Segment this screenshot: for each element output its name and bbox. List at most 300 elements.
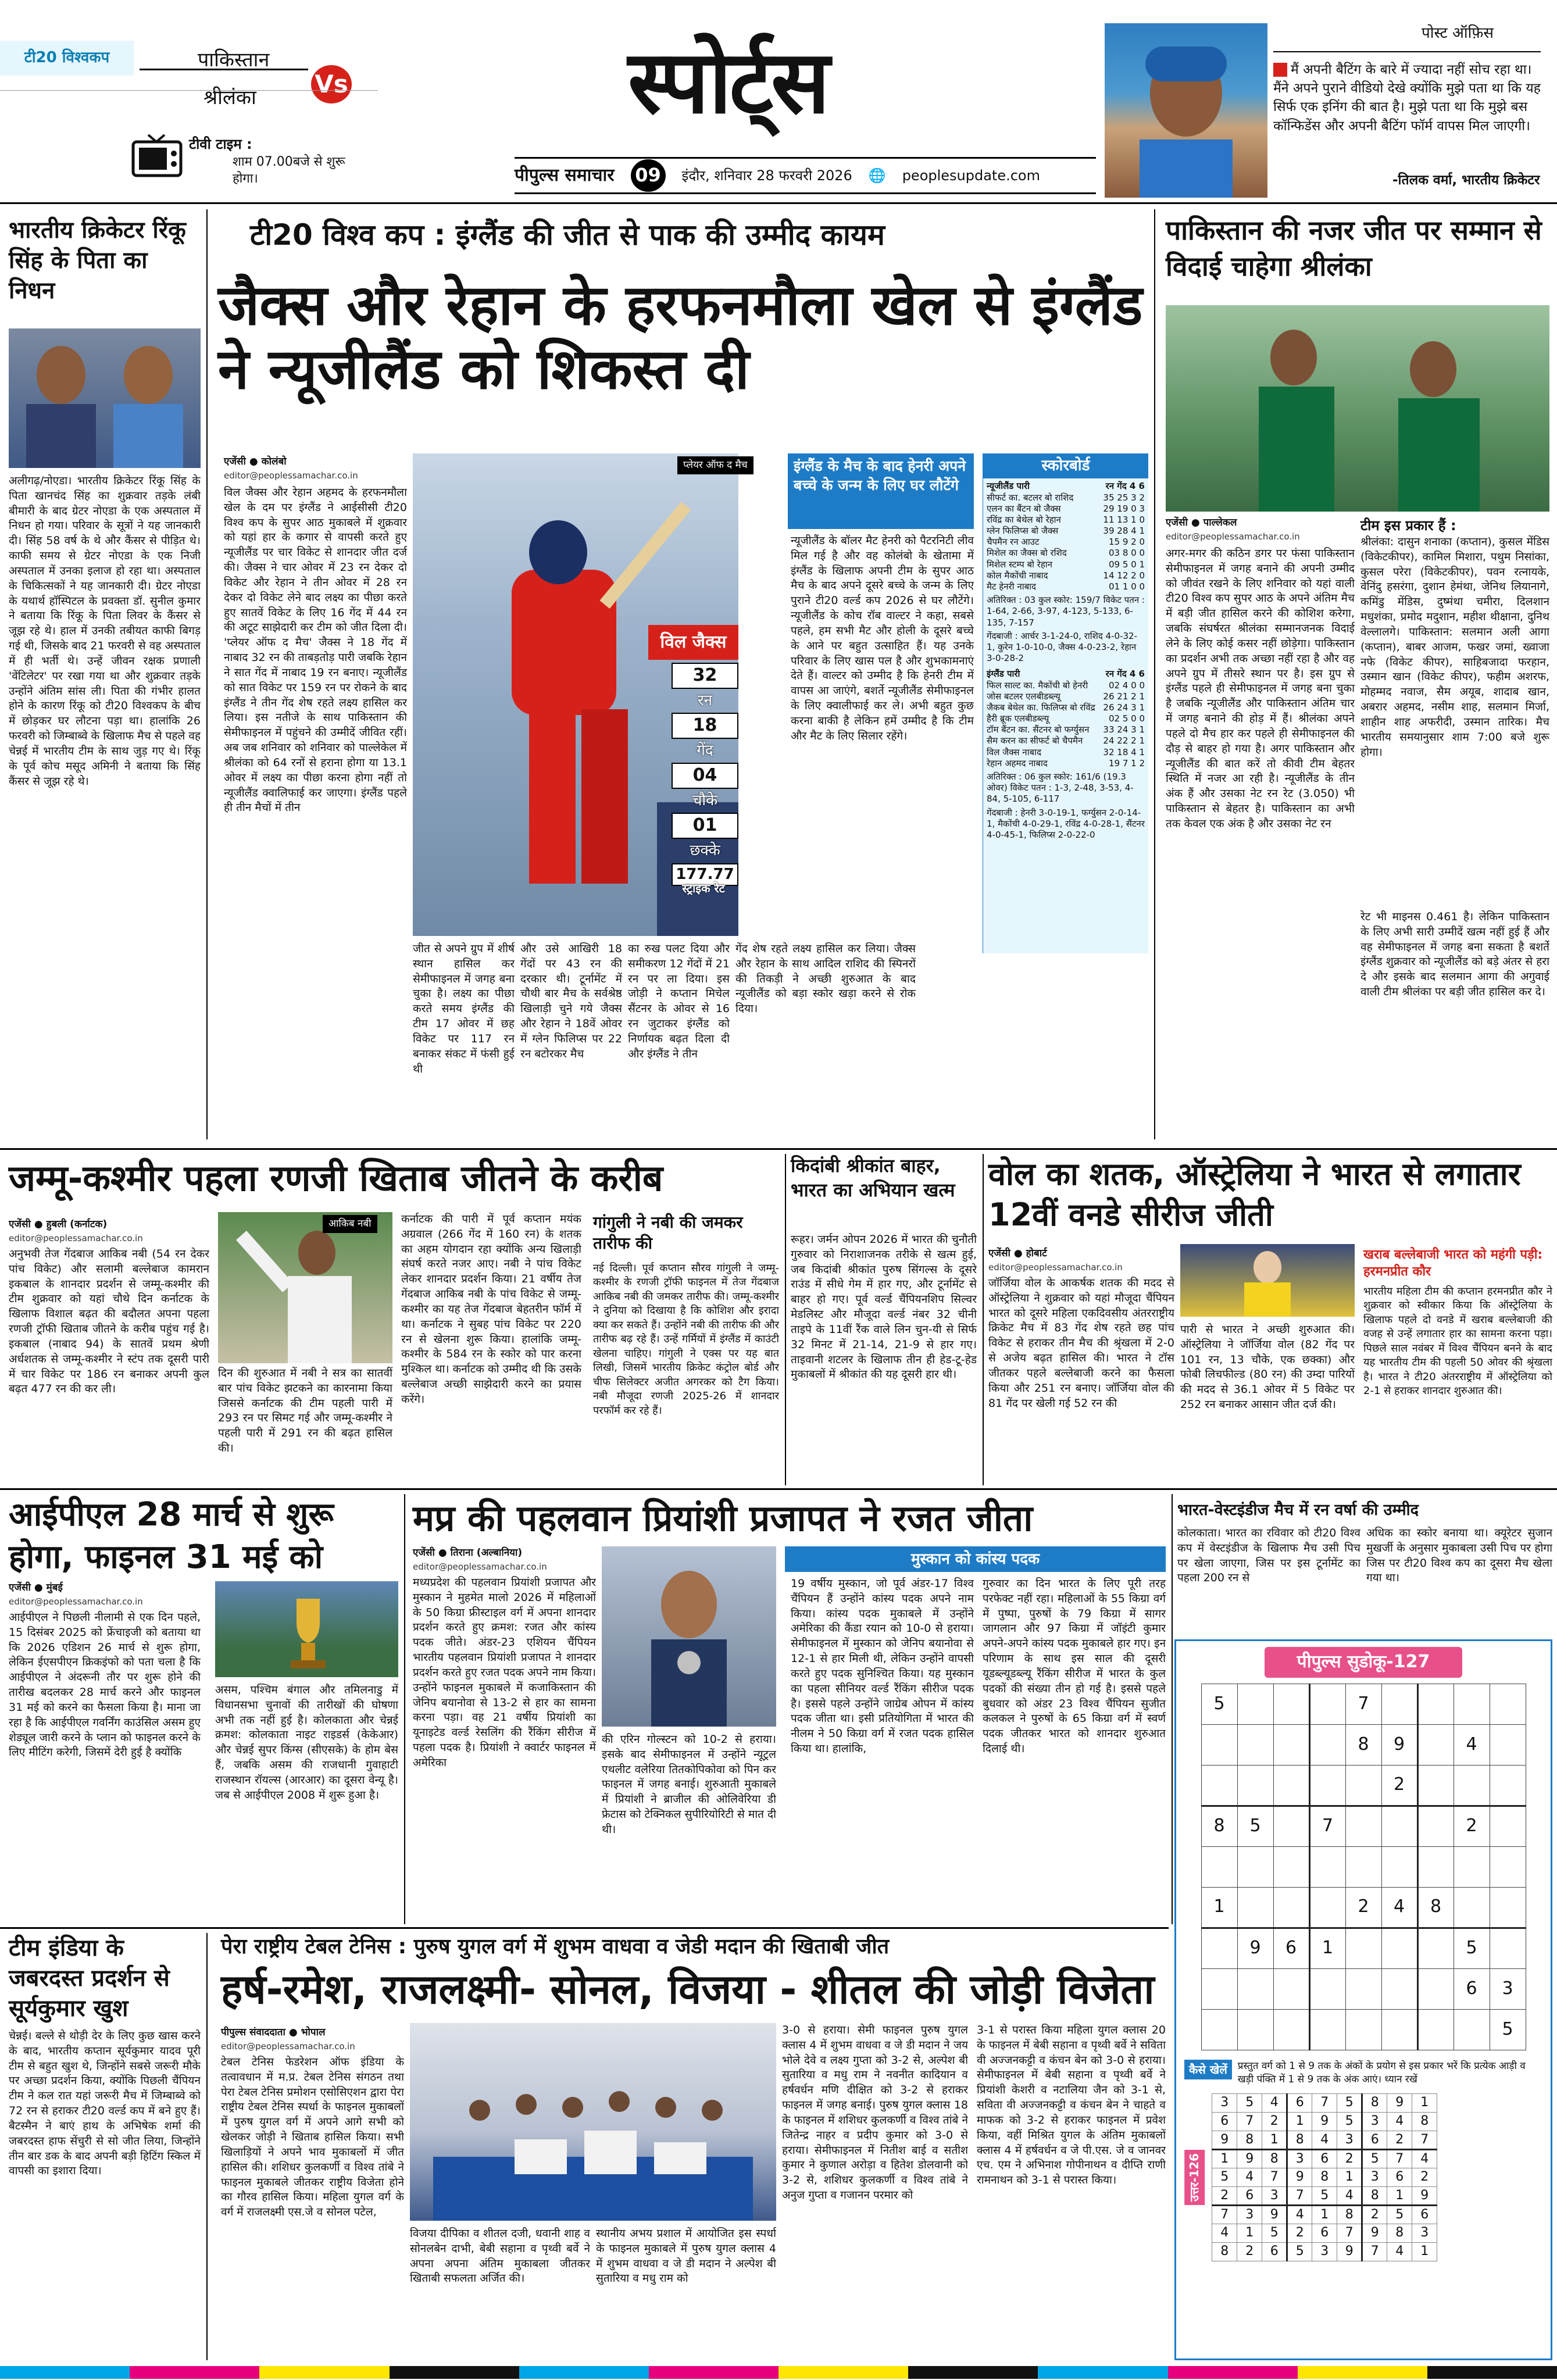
sudoku-cell[interactable]: 4 [1454, 1724, 1490, 1765]
tt-col5: 3-1 से परास्त किया महिला युगल क्लास 20 के फाइनल में बेबी सहाना व पृथ्वी बर्वे ने सविता वी अज्जनकट्टी व कंचन बेन को 3-0 से हराया। सेमीफाइनल में बेबी सहाना व पृथ्वी बर्वे ने प्रियांशी केशरी व नटालिया जैन को 3-1 से, सविता वी अज्जनकट्टी व कंचन बेन ने चाहते व माफक को 3-2 से हराकर फाइनल में प्रवेश किया, वहीं मिश्रित युगल के अंतिम मुकाबलों क्लास 4 में हर्षवर्धन व जे पी.एस. जे व जानवर एच. एम ने अभिनाश गोपीनाथन व दीप्ति राणी रामनाथन को 3-1 से परास्त किया। [977, 2024, 1166, 2187]
sudoku-cell[interactable]: 2 [1345, 1887, 1381, 1928]
sudoku-cell[interactable] [1454, 1684, 1490, 1724]
sudoku-cell[interactable] [1417, 1928, 1454, 1968]
batter-stats: 11 13 1 0 [1103, 514, 1145, 525]
sudoku-cell[interactable]: 5 [1237, 1806, 1273, 1846]
answer-cell: 2 [1337, 2149, 1362, 2168]
batter-stats: 26 24 3 1 [1103, 702, 1145, 713]
sudoku-cell[interactable] [1381, 1968, 1417, 2009]
answer-cell: 2 [1362, 2205, 1387, 2224]
answer-cell: 2 [1237, 2242, 1262, 2261]
ipl-headline: आईपीएल 28 मार्च से शुरू होगा, फाइनल 31 मई को [9, 1496, 334, 1576]
indwi-col2: अधिक का स्कोर बनाया था। क्यूरेटर सुजान मुखर्जी के अनुसार मुकाबला उसी पिच पर होगा जिस पर टी20 विश्व कप का दूसरा मैच खेला गया था। [1366, 1527, 1552, 1585]
answer-cell: 1 [1237, 2224, 1262, 2242]
priyanshi-photo [602, 1546, 776, 1727]
nz-bowling: गेंदबाजी : आर्चर 3-1-24-0, राशिद 4-0-32-1, कुरेन 1-0-10-0, जैक्स 4-0-23-2, रेहान 3-0-28-2 [987, 630, 1137, 664]
answer-cell: 1 [1337, 2168, 1362, 2186]
batter-stats: 15 9 2 0 [1108, 537, 1145, 548]
answer-cell: 3 [1237, 2205, 1262, 2224]
answer-cell: 8 [1287, 2131, 1312, 2149]
stat-label: स्ट्राइक रेट [682, 881, 725, 895]
sudoku-cell[interactable] [1273, 1806, 1309, 1846]
divider [0, 1148, 1557, 1150]
harman-headline: खराब बल्लेबाजी भारत को महंगी पड़ी: हरमनप्रीत कौर [1363, 1248, 1543, 1279]
slpak-body1: अगर-मगर की कठिन डगर पर फंसा पाकिस्तान सेमीफाइनल में जगह बनाने की अपनी उम्मीद को जीवंत रखने के लिए शनिवार को यहां वाली टी20 विश्व कप सुपर आठ के अपने अंतिम मैच में बड़ी जीत हासिल करने की कोशिश करेगा, जबकि संघर्षरत श्रीलंका सम्मानजनक विदाई लेने के लिए कोई कसर नहीं छोड़ेगा। पाकिस्तान का प्रदर्शन अभी तक अच्छा नहीं रहा है और वह अपने ग्रुप में तीसरे स्थान पर है। इस ग्रुप से इंग्लैंड पहले ही सेमीफाइनल में जगह बना चुका है जबकि न्यूजीलैंड और पाकिस्तान अंतिम चार में जगह बनाने की होड़ में हैं। श्रीलंका अपने पहले दो मैच हार कर पहले ही सेमीफाइनल की दौड़ से बाहर हो गया है। अगर पाकिस्तान और न्यूजीलैंड की बात करें तो कीवी टीम बेहतर स्थिति में नजर आ रही है। न्यूजीलैंड के तीन अंक हैं और उसका नेट रन रेट (3.050) भी पाकिस्तान से बेहतर है। पाकिस्तान का अभी तक केवल एक अंक है और उसका नेट रन [1166, 547, 1355, 830]
sudoku-cell[interactable] [1273, 1968, 1309, 2009]
main-kicker: टी20 विश्व कप : इंग्लैंड की जीत से पाक की उम्मीद कायम [250, 218, 885, 252]
answer-cell: 1 [1262, 2131, 1287, 2149]
ipl-trophy-photo [215, 1581, 398, 1677]
divider [785, 1154, 786, 1485]
team2-label: श्रीलंका [203, 86, 256, 109]
sudoku-cell[interactable]: 7 [1309, 1806, 1345, 1846]
answer-cell: 3 [1287, 2149, 1312, 2168]
sudoku-cell[interactable] [1454, 1887, 1490, 1928]
sudoku-cell[interactable] [1201, 1968, 1237, 2009]
sudoku-instructions: प्रस्तुत वर्ग को 1 से 9 तक के अंकों के प्रयोग से इस प्रकार भरें कि प्रत्येक आड़ी व खड़ी पंक्ति में 1 से 9 तक के अंक आएं। ध्यान रखें [1237, 2060, 1526, 2085]
sudoku-cell[interactable] [1345, 1765, 1381, 1806]
answer-cell: 4 [1387, 2242, 1412, 2261]
answer-cell: 7 [1387, 2149, 1412, 2168]
answer-cell: 9 [1362, 2224, 1387, 2242]
answer-cell: 4 [1237, 2168, 1262, 2186]
answer-cell: 7 [1337, 2224, 1362, 2242]
batter-name: सैम करन का सीफर्ट बो चैपमैन [987, 735, 1083, 746]
priyanshi-headline: मप्र की पहलवान प्रियांशी प्रजापत ने रजत जीता [413, 1497, 1033, 1539]
sudoku-cell[interactable] [1490, 1724, 1526, 1765]
answer-cell: 2 [1412, 2168, 1437, 2186]
batter-name: एलन का बैंटन बो जैक्स [987, 503, 1061, 514]
answer-cell: 8 [1362, 2186, 1387, 2205]
tilak-varma-photo [1105, 23, 1267, 198]
sudoku-cell[interactable] [1309, 1684, 1345, 1724]
batter-name: मिशेल का जैक्स बो रशिद [987, 548, 1067, 559]
t20-tag: टी20 विश्वकप [0, 41, 134, 76]
sudoku-cell[interactable]: 6 [1454, 1968, 1490, 2009]
sudoku-cell[interactable] [1201, 2009, 1237, 2050]
sudoku-cell[interactable] [1237, 1684, 1273, 1724]
sudoku-cell[interactable] [1381, 1806, 1417, 1846]
srikanth-headline: किदांबी श्रीकांत बाहर, भारत का अभियान खत्म [791, 1155, 955, 1201]
answer-cell: 4 [1387, 2112, 1412, 2131]
sudoku-cell[interactable] [1237, 2009, 1273, 2050]
website: peoplesupdate.com [902, 167, 1040, 184]
paper-name: पीपुल्स समाचार [515, 165, 615, 185]
batter-stats: 29 19 0 3 [1103, 503, 1145, 514]
answer-cell: 7 [1412, 2131, 1437, 2149]
page-number: 09 [631, 159, 666, 192]
answer-cell: 9 [1237, 2149, 1262, 2168]
answer-cell: 1 [1412, 2242, 1437, 2261]
sudoku-cell[interactable]: 8 [1417, 1887, 1454, 1928]
tt-col1: टेबल टेनिस फेडरेशन ऑफ इंडिया के तत्वावधान में म.प्र. टेबल टेनिस संगठन तथा पेरा टेबल टेनिस प्रमोशन एसोसिएशन द्वारा पेरा राष्ट्रीय टेबल टेनिस स्पर्धा के फाइनल मुकाबलों में पुरुष युगल वर्ग में अपने आगे सभी को खेलकर जोड़ी ने खिताब हासिल किया। सभी खिलाड़ियों ने अपने भाव मुकाबलों में जीत हासिल की। शशिधर कुलकर्णी व विश्व तांबे ने फाइनल मुकाबले जीतकर राष्ट्रीय विजेता होने का गौरव हासिल किया। महिला युगल वर्ग के वर्ग में राजलक्ष्मी एस.जे व सोनल पटेल, [221, 2056, 404, 2219]
tt-col2: विजया दीपिका व शीतल दजी, धवानी शाह व सोनलबेन दाभी, बेबी सहाना व पृथ्वी बर्वे ने अपना अपना अंतिम मुकाबला जीतकर खिताबी सफलता अर्जित की। [410, 2227, 590, 2285]
answer-cell: 7 [1237, 2112, 1262, 2131]
sudoku-cell[interactable]: 9 [1237, 1928, 1273, 1968]
answer-cell: 7 [1312, 2093, 1337, 2112]
main-email: editor@peoplessamachar.co.in [224, 470, 358, 481]
batter-stats: 01 1 0 0 [1108, 581, 1145, 592]
main-col5: गेंद शेष रहते लक्ष्य हासिल कर लिया। जैक्स और रेहान के साथ आदिल राशिद की स्पिनरों की तिकड़ी ने अच्छी शुरुआत के बाद न्यूजीलैंड को बड़ा स्कोर खड़ा करने से रोक दिया। [735, 942, 916, 1016]
sudoku-cell[interactable] [1237, 1968, 1273, 2009]
priyanshi-byline: एजेंसी ● तिराना (अल्बानिया) [413, 1547, 523, 1559]
how-to-play-label: कैसे खेलें [1184, 2060, 1232, 2079]
divider [1172, 1494, 1173, 1924]
rinku-headline: भारतीय क्रिकेटर रिंकू सिंह के पिता का निधन [9, 217, 186, 304]
team1-label: पाकिस्तान [198, 48, 270, 72]
sudoku-cell[interactable] [1381, 1928, 1417, 1968]
sudoku-cell[interactable]: 3 [1490, 1968, 1526, 2009]
stat-value: 32 [672, 663, 738, 689]
globe-icon: 🌐 [868, 167, 886, 184]
answer-cell: 9 [1412, 2186, 1437, 2205]
sudoku-cell[interactable] [1309, 1887, 1345, 1928]
answer-cell: 7 [1287, 2186, 1312, 2205]
sudoku-cell[interactable] [1417, 2009, 1454, 2050]
answer-cell: 3 [1212, 2093, 1237, 2112]
sudoku-cell[interactable] [1201, 1724, 1237, 1765]
sudoku-cell[interactable]: 2 [1454, 1806, 1490, 1846]
sudoku-cell[interactable] [1309, 1724, 1345, 1765]
answer-cell: 4 [1262, 2093, 1287, 2112]
batter-name: मैट हेनरी नाबाद [987, 581, 1037, 592]
sudoku-cell[interactable]: 2 [1381, 1765, 1417, 1806]
sudoku-cell[interactable] [1381, 1684, 1417, 1724]
stat-label: चौके [692, 792, 718, 810]
batter-name: कोल मैकोंची नाबाद [987, 570, 1048, 581]
answer-cell: 7 [1262, 2168, 1287, 2186]
masthead-bar [515, 157, 1096, 194]
sudoku-cell[interactable] [1309, 1968, 1345, 2009]
batter-name: जैकब बेथेल का. फिलिप्स बो रविंद्र [987, 702, 1095, 713]
sudoku-cell[interactable] [1454, 2009, 1490, 2050]
answer-cell: 2 [1262, 2112, 1287, 2131]
score-cols: रन गेंद 4 6 [1105, 481, 1145, 492]
sudoku-cell[interactable] [1273, 1684, 1309, 1724]
sudoku-grid[interactable] [1201, 1684, 1526, 2050]
sudoku-cell[interactable]: 9 [1381, 1724, 1417, 1765]
eng-bowling: गेंदबाजी : हेनरी 3-0-19-1, फर्ग्युसन 2-0-14-1, मैकोंची 4-0-29-1, रविंद्र 4-0-28-1, सैंटनर 4-0-45-1, फिलिप्स 2-0-22-0 [987, 807, 1145, 840]
aqib-caption: आकिब नबी [323, 1215, 377, 1233]
sudoku-cell[interactable] [1417, 1968, 1454, 2009]
main-headline: जैक्स और रेहान के हरफनमौला खेल से इंग्लैंड ने न्यूजीलैंड को शिकस्त दी [218, 273, 1143, 402]
sudoku-cell[interactable] [1309, 1846, 1345, 1887]
sudoku-cell[interactable] [1490, 1887, 1526, 1928]
muskan-col2: गुरुवार का दिन भारत के लिए पूरी तरह परफेक्ट नहीं रहा। महिलाओं के 55 किग्रा वर्ग में पुष्पा, पुरुषों के 79 किग्रा में सागर जागलान और 97 किग्रा में जॉइंटी कुमार अपने-अपने कांस्य पदक मुकाबले हार गए। इन परिणाम के साथ इस साल की दूसरी यूडब्ल्यूडब्ल्यू रैंकिंग सीरीज में भारत के कुल पदकों की संख्या तीन हो गई है। इससे पहले बुधवार को अंडर 23 विश्व चैंपियन सुजीत कलकल ने पुरुषों के 65 किग्रा वर्ग में स्वर्ण पदक जीतकर भारत को शानदार शुरुआत दिलाई थी। [983, 1577, 1166, 1756]
vs-badge: Vs [311, 65, 352, 103]
sudoku-cell[interactable] [1273, 1724, 1309, 1765]
sudoku-cell[interactable] [1417, 1684, 1454, 1724]
sudoku-cell[interactable]: 5 [1490, 2009, 1526, 2050]
batter-stats: 19 7 1 2 [1108, 757, 1145, 769]
batter-stats: 02 5 0 0 [1108, 713, 1145, 724]
sudoku-cell[interactable]: 5 [1454, 1928, 1490, 1968]
sudoku-cell[interactable]: 5 [1201, 1684, 1237, 1724]
answer-cell: 8 [1212, 2242, 1237, 2261]
slpak-byline: एजेंसी ● पाल्लेकल [1166, 517, 1237, 528]
sudoku-cell[interactable]: 1 [1201, 1887, 1237, 1928]
sudoku-cell[interactable]: 7 [1345, 1684, 1381, 1724]
jk-col1: अनुभवी तेज गेंदबाज आकिब नबी (54 रन देकर पांच विकेट) और सलामी बल्लेबाज कामरान इकबाल के शानदार प्रदर्शन से जम्मू-कश्मीर की टीम शुक्रवार को यहां चौथे दिन कर्नाटक के खिलाफ विशाल बढ़त की बदौलत अपना पहला रणजी ट्रॉफी खिताब जीतने के करीब पहुंच गई है। इकबाल (नाबाद 94) के सातवें प्रथम श्रेणी अर्धशतक से जम्मू-कश्मीर ने स्टंप तक दूसरी पारी में चार विकेट पर 186 रन बनाकर अपनी कुल बढ़त 477 रन की कर ली। [9, 1248, 209, 1396]
sudoku-cell[interactable] [1237, 1887, 1273, 1928]
divider [1273, 51, 1541, 52]
answer-cell: 4 [1212, 2224, 1237, 2242]
srikanth-body: रूहर। जर्मन ओपन 2026 में भारत की चुनौती गुरुवार को निराशाजनक तरीके से खत्म हुई, जब किदांबी श्रीकांत पुरुष सिंगल्स के दूसरे राउंड में सीधे गेम में हार गए, और टूर्नामेंट से बाहर हो गए। पूर्व वर्ल्ड चैंपियनशिप सिल्वर मेडलिस्ट और मौजूदा वर्ल्ड नंबर 32 चीनी ताइपे के 11वीं रैंक वाले लिन चुन-यी से सिर्फ 32 मिनट में 21-14, 21-9 से हार गए। ताइवानी शटलर के खिलाफ तीन ही हेड-टू-हेड मुकाबलों में श्रीकांत की यह दूसरी हार थी। [791, 1233, 977, 1381]
answer-cell: 1 [1312, 2205, 1337, 2224]
sudoku-cell[interactable] [1237, 1765, 1273, 1806]
masthead-title: स्पोर्ट्स [628, 32, 828, 133]
batter-name: रविंद्र का बेथेल बो रेहान [987, 514, 1061, 525]
batter-name: हैरी ब्रूक एलबीडब्ल्यू [987, 713, 1049, 724]
wolv-headline: वोल का शतक, ऑस्ट्रेलिया ने भारत से लगातार 12वीं वनडे सीरीज जीती [988, 1156, 1521, 1234]
jk-col3: कर्नाटक की पारी में पूर्व कप्तान मयंक अग्रवाल (266 गेंद में 160 रन) के शतक का अहम योगदान रहा क्योंकि अन्य खिलाड़ी संघर्ष करते नजर आए। नबी ने पांच विकेट लेकर शानदार प्रदर्शन किया। 21 वर्षीय तेज गेंदबाज आकिब नबी के पांच विकेट से जम्मू-कश्मीर का यह तेज गेंदबाज बेहतरीन फॉर्म में था। कर्नाटक ने सुबह पांच विकेट पर 220 रन से खेलना शुरू किया। हालांकि जम्मू-कश्मीर के 584 रन के स्कोर को पार करना मुश्किल था। कर्नाटक को उम्मीद थी कि उसके बल्लेबाज अच्छी साझेदारी करने का प्रयास करेंगे। [401, 1213, 581, 1406]
sudoku-cell[interactable] [1273, 1765, 1309, 1806]
batter-name: जोस बटलर एलबीडब्ल्यू [987, 691, 1060, 702]
aqib-nabi-photo [218, 1212, 392, 1363]
batter-stats: 26 21 2 1 [1103, 691, 1145, 702]
answer-cell: 6 [1262, 2242, 1287, 2261]
sudoku-cell[interactable] [1345, 2009, 1381, 2050]
batter-stats: 09 5 0 1 [1108, 559, 1145, 570]
sudoku-cell[interactable] [1309, 1765, 1345, 1806]
divider [206, 209, 208, 1139]
sudoku-cell[interactable] [1454, 1846, 1490, 1887]
answer-cell: 6 [1412, 2205, 1437, 2224]
dateline: इंदौर, शनिवार 28 फरवरी 2026 [681, 167, 852, 184]
sudoku-cell[interactable] [1454, 1765, 1490, 1806]
stat-value: 01 [672, 813, 738, 839]
answer-cell: 6 [1212, 2112, 1237, 2131]
answer-cell: 4 [1337, 2186, 1362, 2205]
slpak-email: editor@peoplessamachar.co.in [1166, 531, 1300, 542]
answer-cell: 6 [1312, 2149, 1337, 2168]
sudoku-cell[interactable] [1309, 2009, 1345, 2050]
answer-cell: 6 [1362, 2131, 1387, 2149]
indwi-col1: कोलकाता। भारत का रविवार को टी20 विश्व कप में वेस्टइंडीज के खिलाफ मैच उसी पिच पर खेला जाएगा, जिस पर इस टूर्नामेंट का पहला 200 रन से [1177, 1527, 1360, 1585]
answer-cell: 5 [1287, 2242, 1312, 2261]
postoffice-credit: -तिलक वर्मा, भारतीय क्रिकेटर [1392, 173, 1540, 188]
ipl-email: editor@peoplessamachar.co.in [9, 1596, 143, 1607]
tv-icon [131, 134, 183, 184]
rinku-body: अलीगढ़/नोएडा। भारतीय क्रिकेटर रिंकू सिंह के पिता खानचंद सिंह का शुक्रवार तड़के लंबी बीमारी के बाद ग्रेटर नोएडा के एक अस्पताल में निधन हो गया। परिवार के सूत्रों ने यह जानकारी दी। सिंह 58 वर्ष के थे और कैंसर से पीड़ित थे। काफी समय से ग्रेटर नोएडा के एक निजी अस्पताल में उनका इलाज हो रहा था। अस्पताल के चिकित्सकों ने यह जानकारी दी। ग्रेटर नोएडा के यथार्थ हॉस्पिटल के प्रवक्ता डॉ. सुनील कुमार ने बताया कि रिंकू के पिता लिवर के कैंसर से जूझ रहे थे। हाल में उनकी तबीयत काफी बिगड़ गई थी, जिसके बाद 21 फरवरी से वह अस्पताल में ही भर्ती थे। उन्हें जीवन रक्षक प्रणाली 'वेंटिलेटर' पर रखा गया था और शुक्रवार तड़के उन्होंने अंतिम सांस ली। पिता की गंभीर हालत होने के कारण रिंकू को टी20 विश्वकप के बीच में छोड़कर घर लौटना पड़ा था। हालांकि 26 फरवरी को जिम्बाब्वे के खिलाफ मैच से पहले वह चेन्नई में भारतीय टीम के साथ जुड़ गए थे। रिंकू के पूर्व कोच मसूद अमिनी ने बताया कि सिंह कैंसर से जूझ रहे थे। [9, 474, 201, 788]
answer-cell: 5 [1212, 2168, 1237, 2186]
postoffice-quote: मैं अपनी बैटिंग के बारे में ज्यादा नहीं सोच रहा था। मैंने अपने पुराने वीडियो देखे क्योंकि मुझे पता था कि यह सिर्फ एक इनिंग की बात है। मुझे पता था कि मुझे बस कॉन्फिडेंस और अपनी बैटिंग फॉर्म वापस मिल जाएगी। [1273, 62, 1541, 134]
divider [404, 1494, 405, 1924]
sudoku-cell[interactable] [1490, 1684, 1526, 1724]
muskan-box-title: मुस्कान को कांस्य पदक [785, 1546, 1166, 1572]
batter-stats: 35 25 3 2 [1103, 492, 1145, 503]
answer-cell: 8 [1312, 2168, 1337, 2186]
sudoku-cell[interactable] [1490, 1846, 1526, 1887]
answer-cell: 8 [1362, 2093, 1387, 2112]
sudoku-cell[interactable] [1273, 2009, 1309, 2050]
divider [140, 69, 308, 70]
batter-name: सीफर्ट का. बटलर बो राशिद [987, 492, 1074, 503]
answer-cell: 3 [1362, 2168, 1387, 2186]
answer-cell: 4 [1287, 2205, 1312, 2224]
nz-header: न्यूजीलैंड पारी [987, 481, 1030, 492]
answer-cell: 4 [1412, 2149, 1437, 2168]
wolv-col1: जॉर्जिया वोल के आकर्षक शतक की मदद से ऑस्ट्रेलिया ने शुक्रवार को यहां मौजूदा चैंपियन भारत को दूसरे महिला एकदिवसीय अंतरराष्ट्रीय क्रिकेट मैच में 83 गेंद शेष रहते छह पांच विकेट से हराकर तीन मैच की श्रृंखला में 2-0 से अजेय बढ़त हासिल की। भारत ने टॉस जीतकर पहले बल्लेबाजी करने का फैसला किया और 251 रन बनाए। जॉर्जिया वोल की 81 गेंद पर खेली गई 52 रन की [988, 1277, 1174, 1410]
tt-headline: हर्ष-रमेश, राजलक्ष्मी- सोनल, विजया - शीतल की जोड़ी विजेता [221, 1966, 1155, 2013]
player-name: विल जैक्स [648, 625, 738, 660]
priyanshi-col1: मध्यप्रदेश की पहलवान प्रियांशी प्रजापत और मुस्कान ने मुहमेत मालो 2026 में महिलाओं के 50 किग्रा फ्रीस्टाइल वर्ग में अपना शानदार प्रदर्शन करते हुए क्रमश: रजत और कांस्य पदक जीते। अंडर-23 एशियन चैंपियन भारतीय पहलवान प्रियांशी प्रजापत ने शानदार प्रदर्शन करते हुए रजत पदक अपने नाम किया। उन्होंने फाइनल मुकाबले में कजाकिस्तान की जेनिप बयानोवा से 13-2 से हार का सामना करना पड़ा। वह 21 वर्षीय प्रियांशी का यूनाइटेड वर्ल्ड रेसलिंग की रैंकिंग सीरीज में पहला पदक है। प्रियांशी ने क्वार्टर फाइनल में अमेरिका [413, 1576, 596, 1769]
divider [1154, 209, 1155, 1139]
sudoku-cell[interactable] [1345, 1806, 1381, 1846]
sudoku-title: पीपुल्स सुडोकू-127 [1265, 1647, 1462, 1678]
answer-cell: 5 [1337, 2112, 1362, 2131]
sudoku-cell[interactable] [1381, 2009, 1417, 2050]
answer-cell: 6 [1287, 2093, 1312, 2112]
sudoku-cell[interactable]: 4 [1381, 1887, 1417, 1928]
answer-cell: 5 [1387, 2205, 1412, 2224]
priyanshi-col2: की एरिन गोल्स्टन को 10-2 से हराया। इसके बाद सेमीफाइनल में उन्होंने न्यूट्रल एथलीट वलेरिया तितकोपिकोवा को पिन कर फाइनल में जगह बनाई। शुरुआती मुकाबले में प्रियांशी ने ब्राजील की ओलिवेरिया डी फ्रेटास को टेक्निकल सुपीरियोरिटी से मात दी थी। [602, 1733, 776, 1836]
teams-text: श्रीलंका: दासुन शनाका (कप्तान), कुसल मेंडिस (विकेटकीपर), कामिल मिशारा, पथुम निसांका, कुसल परेरा (विकेटकीपर), पवन रत्नायके, वेनिंदु हसरंगा, दुशान हेमंथा, जेनिथ लियानागे, कमिंडु मेंडिस, दुष्मंथा चमीरा, दिलशान मधुशंका, प्रमोद मदुशान, महीश थीक्षाना, दुनिथ वेल्लालगे। पाकिस्तान: सलमान अली आगा (कप्तान), बाबर आजम, फखर जमां, ख्वाजा नफे (विकेट कीपर), साहिबजादा फरहान, उस्मान खान (विकेट कीपर), फहीम अशरफ, मोहम्मद नवाज, सैम अयूब, शादाब खान, अबरार अहमद, नसीम शाह, सलमान मिर्जा, शाहीन शाह अफरीदी, उस्मान तारिक। मैच भारतीय समयानुसार शाम 7:00 बजे शुरू होगा। [1360, 535, 1549, 759]
answer-cell: 5 [1312, 2186, 1337, 2205]
batter-name: विल जैक्स नाबाद [987, 746, 1041, 757]
answer-cell: 1 [1212, 2149, 1237, 2168]
batter-name: मिशेल स्टम्प बो रेहान [987, 559, 1052, 570]
teamindia-body: चेन्नई। बल्ले से थोड़ी देर के लिए कुछ खास करने के बाद, भारतीय कप्तान सूर्यकुमार यादव पूरी टीम से बहुत खुश थे, जिन्होंने सबसे जरूरी मौके पर अच्छा प्रदर्शन किया, क्योंकि पिछली चैंपियन टीम ने कल रात यहां जरूरी मैच में जिम्बाब्वे को 72 रन से हराकर टी20 वर्ल्ड कप में बने हुए हैं। बैटस्मैन ने बाएं हाथ के अभिषेक शर्मा की जबरदस्त हाफ सेंचुरी से सो जीत लिया, जिन्होंने तीन बार डक के बाद अपनी बड़ी हिटिंग स्किल में वापसी का इशारा दिया। [9, 2029, 201, 2178]
tt-byline: पीपुल्स संवाददाता ● भोपाल [221, 2027, 326, 2038]
priyanshi-email: editor@peoplessamachar.co.in [413, 1561, 547, 1572]
tv-time-label: टीवी टाइम : [189, 136, 252, 152]
answer-cell: 6 [1312, 2224, 1337, 2242]
sudoku-cell[interactable] [1201, 1765, 1237, 1806]
main-col3: और उसे आखिरी 18 गेंदों पर 43 रन की दरकार थी। टूर्नामेंट में चौथी बार मैच के सर्वश्रेष्ठ खिलाड़ी चुने गये जैक्स और रेहान ने 18वें ओवर में ग्लेन फिलिप्स पर 22 रन बटोरकर मैच [520, 942, 622, 1060]
answer-cell: 9 [1262, 2205, 1287, 2224]
ganguly-body: नई दिल्ली। पूर्व कप्तान सौरव गांगुली ने जम्मू-कश्मीर के रणजी ट्रॉफी फाइनल में तेज गेंदबाज आकिब नबी की जमकर तारीफ की। जम्मू-कश्मीर ने दुनिया को दिखाया है कि कोशिश और इरादा क्या कर सकते हैं। उन्होंने नबी की तारीफ की और तारीफ बढ़ रहे हैं। उन्हें गर्मियों में इंग्लैंड में काउंटी खेलना चाहिए। गांगुली ने एक्स पर यह बात लिखी, जिसमें भारतीय क्रिकेट कंट्रोल बोर्ड और चीफ सिलेक्टर अजीत अगरकर को टैग किया। नबी मौजूदा रणजी 2025-26 में शानदार परफॉर्म कर रहे हैं। [593, 1262, 779, 1417]
wolv-byline: एजेंसी ● होबार्ट [988, 1248, 1047, 1259]
sudoku-cell[interactable] [1201, 1928, 1237, 1968]
slpak-photo [1166, 305, 1549, 512]
divider [0, 1927, 1169, 1929]
answer-cell: 9 [1387, 2093, 1412, 2112]
sudoku-cell[interactable] [1273, 1887, 1309, 1928]
eng-total: अतिरिक्त : 06 कुल स्कोर: 161/6 (19.3 ओवर) विकेट पतन : 1-3, 2-48, 3-53, 4-84, 5-105, 6-117 [987, 771, 1134, 805]
stat-value: 04 [672, 763, 738, 789]
batter-name: चैपमैन रन आउट [987, 537, 1040, 548]
batter-stats: 02 4 0 0 [1108, 680, 1145, 691]
answer-cell: 8 [1412, 2112, 1437, 2131]
answer-cell: 3 [1312, 2242, 1337, 2261]
answer-cell: 8 [1237, 2131, 1262, 2149]
sudoku-cell[interactable] [1381, 1846, 1417, 1887]
sudoku-cell[interactable] [1490, 1806, 1526, 1846]
answer-cell: 3 [1412, 2224, 1437, 2242]
answer-cell: 1 [1412, 2093, 1437, 2112]
answer-cell: 5 [1337, 2093, 1362, 2112]
answer-cell: 5 [1237, 2093, 1262, 2112]
sudoku-cell[interactable] [1237, 1846, 1273, 1887]
jk-col2: दिन की शुरुआत में नबी ने सत्र का सातवीं बार पांच विकेट झटकने का कारनामा किया जिससे कर्नाटक की टीम पहली पारी में 293 रन पर सिमट गई और जम्मू-कश्मीर ने पहली पारी में 291 रन की बढ़त हासिल की। [218, 1367, 392, 1455]
jk-email: editor@peoplessamachar.co.in [9, 1233, 143, 1243]
slpak-headline: पाकिस्तान की नजर जीत पर सम्मान से विदाई चाहेगा श्रीलंका [1166, 215, 1542, 283]
sudoku-cell[interactable] [1345, 1968, 1381, 2009]
tt-kicker: पेरा राष्ट्रीय टेबल टेनिस : पुरुष युगल वर्ग में शुभम वाधवा व जेडी मदान की खिताबी जीत [221, 1935, 890, 1959]
batter-stats: 14 12 2 0 [1103, 570, 1145, 581]
tv-time-text: शाम 07.00बजे से शुरू होगा। [233, 155, 345, 186]
answer-cell: 3 [1262, 2186, 1287, 2205]
tt-col3: स्थानीय अभय प्रशाल में आयोजित इस स्पर्धा के फाइनल मुकाबले में पुरुष युगल क्लास 4 में शुभम वाधवा व जे डी मदान ने अल्पेश बी सुतारिया व मधु राम को [596, 2227, 776, 2285]
main-col2: जीत से अपने ग्रुप में शीर्ष स्थान हासिल कर सेमीफाइनल में जगह बना चुका है। लक्ष्य का पीछा करते समय इंग्लैंड की टीम 17 ओवर में छह विकेट पर 117 रन बनाकर संकट में फंसी हुई थी [413, 942, 515, 1075]
ipl-col2: असम, पश्चिम बंगाल और तमिलनाडु में विधानसभा चुनावों की तारीखों की घोषणा अभी तक नहीं हुई है। कोलकाता और चेन्नई क्रमश: कोलकाता नाइट राइडर्स (केकेआर) और चेन्नई सुपर किंग्स (सीएसके) के होम बेस हैं, जबकि असम की राजधानी गुवाहाटी राजस्थान रॉयल्स (आरआर) का दूसरा वेन्यू है। जब से आईपीएल 2008 में शुरू हुआ है। [215, 1684, 398, 1802]
sudoku-cell[interactable]: 8 [1201, 1806, 1237, 1846]
wolv-email: editor@peoplessamachar.co.in [988, 1262, 1123, 1273]
sudoku-cell[interactable] [1345, 1846, 1381, 1887]
tt-email: editor@peoplessamachar.co.in [221, 2041, 355, 2052]
stat-label: छक्के [690, 842, 720, 860]
answer-cell: 6 [1237, 2186, 1262, 2205]
answer-cell: 3 [1362, 2112, 1387, 2131]
postoffice-label: पोस्ट ऑफ़िस [1422, 24, 1494, 42]
eng-header: इंग्लैंड पारी [987, 669, 1020, 680]
sudoku-cell[interactable] [1490, 1765, 1526, 1806]
divider [206, 1933, 208, 2360]
answer-cell: 9 [1287, 2168, 1312, 2186]
divider [0, 202, 1557, 204]
jk-byline: एजेंसी ● हुबली (कर्नाटक) [9, 1218, 108, 1230]
sudoku-cell[interactable] [1273, 1846, 1309, 1887]
sudoku-cell[interactable]: 8 [1345, 1724, 1381, 1765]
teams-title: टीम इस प्रकार हैं : [1360, 517, 1456, 534]
answer-cell: 4 [1312, 2131, 1337, 2149]
sudoku-cell[interactable]: 6 [1273, 1928, 1309, 1968]
sudoku-cell[interactable]: 1 [1309, 1928, 1345, 1968]
sudoku-cell[interactable] [1237, 1724, 1273, 1765]
sudoku-cell[interactable] [1417, 1724, 1454, 1765]
stat-value: 177.77 [672, 863, 738, 886]
main-col1: विल जैक्स और रेहान अहमद के हरफनमौला खेल के दम पर इंग्लैंड ने आईसीसी टी20 विश्व कप के सुपर आठ मुकाबले में शुक्रवार को यहां हार के कगार से वापसी करते हुए न्यूजीलैंड पर चार विकेट से शानदार जीत दर्ज की। जैक्स ने चार ओवर में 23 रन देकर दो विकेट और रेहान ने तीन ओवर में 28 रन देकर दो विकेट लेने बाद लक्ष्य का पीछा करते हुए सातवें विकेट के लिए 16 गेंद में 44 रन की अटूट साझेदारी कर टीम को जीत दिला दी। 'प्लेयर ऑफ द मैच' जैक्स ने 18 गेंद में नाबाद 32 रन की ताबड़तोड़ पारी जबकि रेहान ने सात गेंद में नाबाद 19 रन बनाए। न्यूजीलैंड को सात विकेट पर 159 रन पर रोकने के बाद इंग्लैंड ने तीन गेंद शेष रहते लक्ष्य हासिल कर लिया। इस नतीजे के साथ पाकिस्तान की सेमीफाइनल में पहुंचने की उम्मीदें जीवित रहीं। अब जब शनिवार को शनिवार को पाल्लेकेल में श्रीलंका को 64 रनों से हराना होगा या 13.1 ओवर में लक्ष्य का पीछा करना होगा नहीं तो न्यूजीलैंड क्वालिफाई कर जाएगा। इंग्लैंड पहले ही तीन मैचों में तीन [224, 486, 407, 814]
main-col4: का रुख पलट दिया और समीकरण 12 गेंदों में 21 रन पर ला दिया। इस जोड़ी ने कप्तान मिचेल सैंटनर के ओवर से 16 रन जुटाकर इंग्लैंड को निर्णायक बढ़त दिला दी और इंग्लैंड ने तीन [628, 942, 730, 1060]
wolv-photo [1180, 1244, 1355, 1317]
batter-stats: 32 18 4 1 [1103, 746, 1145, 757]
wolv-col2: पारी से भारत ने अच्छी शुरुआत की। ऑस्ट्रेलिया ने जॉर्जिया वोल (82 गेंद पर 101 रन, 13 चौके, एक छक्का) और फोबी लिचफील्ड (80 रन) की उम्दा पारियों की मदद से 36.1 ओवर में 5 विकेट पर 252 रन बनाकर आसान जीत दर्ज की। [1180, 1323, 1355, 1411]
answer-cell: 1 [1287, 2112, 1312, 2131]
sudoku-cell[interactable] [1417, 1806, 1454, 1846]
nz-total: अतिरिक्त : 03 कुल स्कोर: 159/7 विकेट पतन : 1-64, 2-66, 3-97, 4-123, 5-133, 6-135, 7-157 [987, 595, 1145, 628]
rinku-photo [9, 328, 201, 468]
answer-cell: 8 [1387, 2224, 1412, 2242]
answer-label: उत्तर-126 [1184, 2150, 1205, 2205]
answer-cell: 2 [1287, 2224, 1312, 2242]
sudoku-panel [1174, 1639, 1552, 2360]
divider [0, 1488, 1557, 1490]
sudoku-cell[interactable] [1490, 1928, 1526, 1968]
match-box [140, 35, 372, 134]
ipl-byline: एजेंसी ● मुंबई [9, 1582, 63, 1593]
batter-stats: 39 28 4 1 [1103, 526, 1145, 537]
answer-cell: 7 [1212, 2205, 1237, 2224]
answer-cell: 7 [1362, 2242, 1387, 2261]
batter-stats: 33 24 3 1 [1103, 724, 1145, 735]
batter-name: फिल साल्ट का. मैकोंची बो हेनरी [987, 680, 1088, 691]
answer-cell: 8 [1262, 2149, 1287, 2168]
answer-cell: 5 [1362, 2149, 1387, 2168]
photo-tag: प्लेयर ऑफ द मैच [677, 456, 753, 474]
answer-cell: 2 [1212, 2186, 1237, 2205]
answer-cell: 9 [1212, 2131, 1237, 2149]
sudoku-cell[interactable] [1417, 1765, 1454, 1806]
sudoku-cell[interactable] [1345, 1928, 1381, 1968]
divider [983, 1154, 984, 1485]
muskan-col1: 19 वर्षीय मुस्कान, जो पूर्व अंडर-17 विश्व चैंपियन हैं उन्होंने कांस्य पदक अपने नाम किया। कांस्य पदक मुकाबले में उन्होंने अमेरिका की कैंडा रयान को 10-0 से हराया। सेमीफाइनल में मुस्कान को जेनिप बयानोवा से 12-1 से हार मिली थी, लेकिन उन्होंने वापसी करते हुए पदक सुनिश्चित किया। यह मुस्कान का पहला सीनियर वर्ल्ड रैंकिंग सीरीज पदक है। इससे पहले उन्होंने जाग्रेब ओपन में कांस्य पदक जीता था। इसी प्रतियोगिता में भारत की नीलम ने 50 किग्रा वर्ग में रजत पदक हासिल किया था। हालांकि, [791, 1577, 974, 1756]
scoreboard [983, 453, 1148, 953]
sudoku-cell[interactable] [1201, 1846, 1237, 1887]
sudoku-cell[interactable] [1417, 1846, 1454, 1887]
batter-name: रेहान अहमद नाबाद [987, 757, 1048, 769]
stat-value: 18 [672, 713, 738, 739]
